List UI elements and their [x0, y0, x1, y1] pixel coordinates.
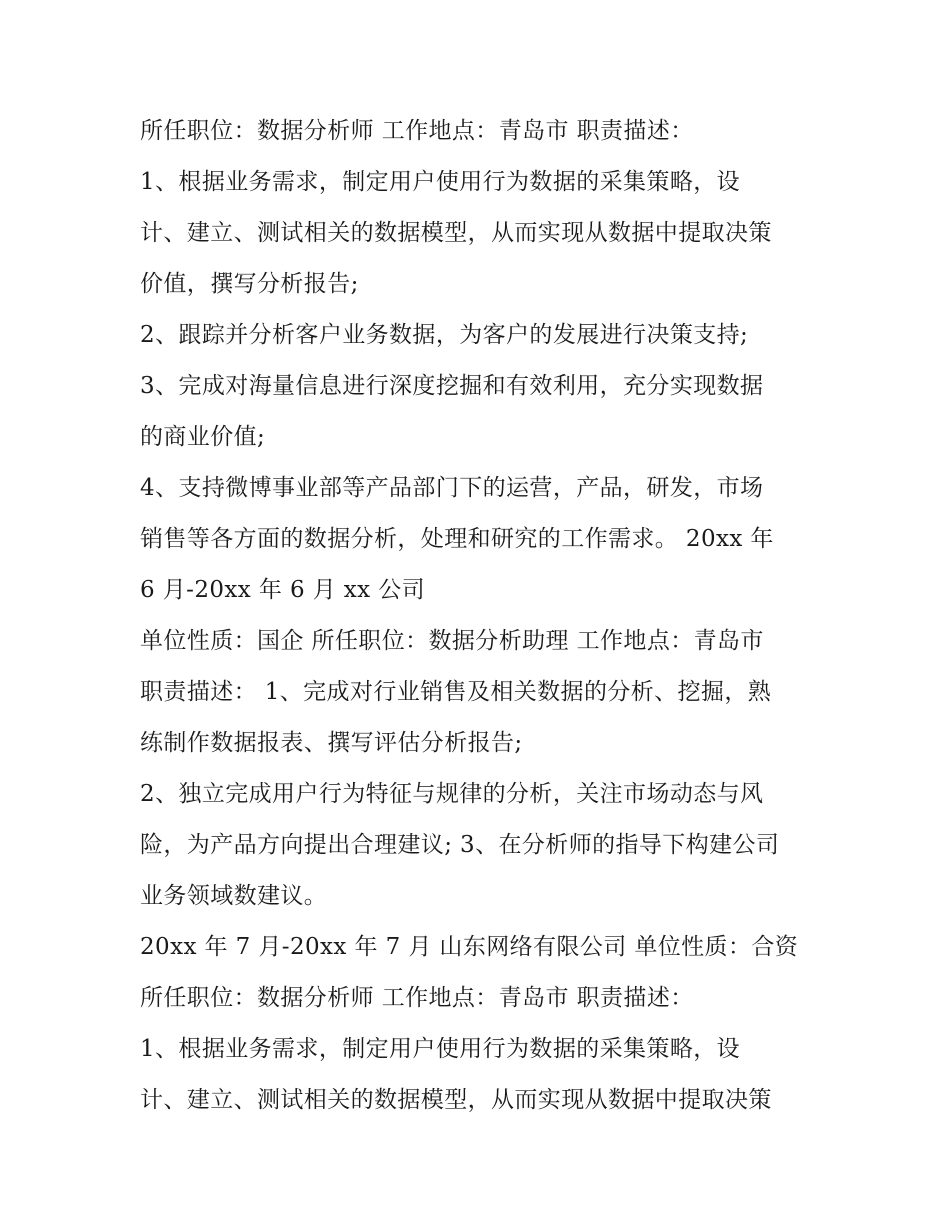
- text-line-15: 险，为产品方向提出合理建议; 3、在分析师的指导下构建公司: [140, 832, 780, 858]
- text-line-5: 2、跟踪并分析客户业务数据，为客户的发展进行决策支持;: [140, 322, 749, 348]
- text-line-6: 3、完成对海量信息进行深度挖掘和有效利用，充分实现数据: [140, 373, 764, 399]
- text-line-2: 1、根据业务需求，制定用户使用行为数据的采集策略，设: [140, 169, 741, 195]
- text-line-17: 20xx 年 7 月-20xx 年 7 月 山东网络有限公司 单位性质：合资: [140, 934, 799, 960]
- resume-text-block: [140, 106, 820, 1126]
- text-line-7: 的商业价值;: [140, 424, 266, 450]
- text-line-1: 所任职位：数据分析师 工作地点：青岛市 职责描述：: [140, 118, 694, 144]
- text-line-10: 6 月-20xx 年 6 月 xx 公司: [140, 577, 426, 603]
- text-line-20: 计、建立、测试相关的数据模型，从而实现从数据中提取决策: [140, 1087, 772, 1113]
- text-line-3: 计、建立、测试相关的数据模型，从而实现从数据中提取决策: [140, 220, 772, 246]
- text-line-8: 4、支持微博事业部等产品部门下的运营，产品，研发，市场: [140, 475, 764, 501]
- text-line-19: 1、根据业务需求，制定用户使用行为数据的采集策略，设: [140, 1036, 741, 1062]
- text-line-12: 职责描述： 1、完成对行业销售及相关数据的分析、挖掘，熟: [140, 679, 772, 705]
- text-line-16: 业务领域数建议。: [140, 883, 328, 909]
- text-line-18: 所任职位：数据分析师 工作地点：青岛市 职责描述：: [140, 985, 694, 1011]
- text-line-14: 2、独立完成用户行为特征与规律的分析，关注市场动态与风: [140, 781, 764, 807]
- text-line-4: 价值，撰写分析报告;: [140, 271, 359, 297]
- text-line-11: 单位性质：国企 所任职位：数据分析助理 工作地点：青岛市: [140, 628, 764, 654]
- text-line-9: 销售等各方面的数据分析，处理和研究的工作需求。 20xx 年: [140, 526, 774, 552]
- text-line-13: 练制作数据报表、撰写评估分析报告;: [140, 730, 523, 756]
